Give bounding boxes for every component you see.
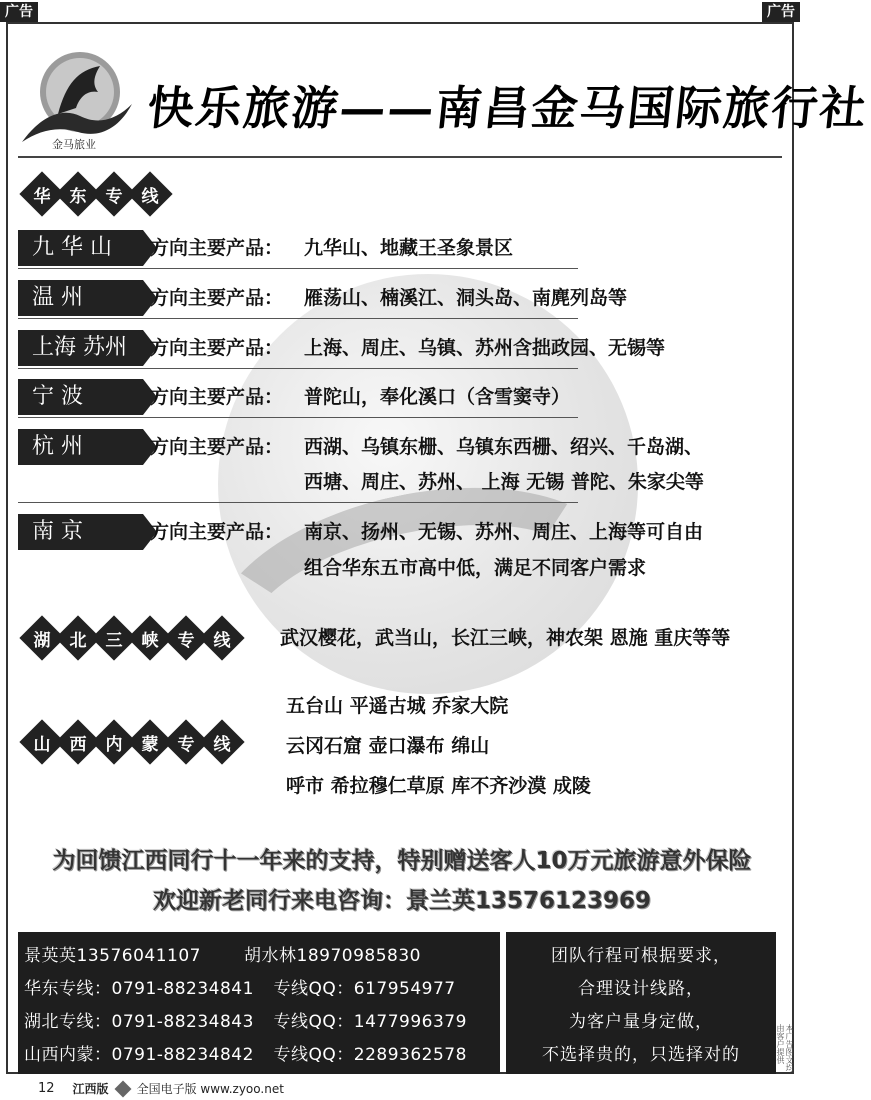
dest-products: 普陀山，奉化溪口（含雪窦寺）	[304, 386, 571, 408]
section-title-huadong	[20, 172, 164, 216]
title-diamond: 湖	[20, 616, 64, 660]
ad-tag-right: 广告	[762, 2, 800, 22]
ad-tag-left: 广告	[0, 2, 38, 22]
diamond-icon	[114, 1080, 131, 1097]
line-label: 湖北专线：	[24, 1012, 112, 1032]
shanxi-products-line: 五台山 平遥古城 乔家大院	[286, 695, 509, 717]
row-divider	[18, 502, 578, 503]
page-footer	[38, 1080, 284, 1097]
shanxi-products-line: 呼市 希拉穆仁草原 库不齐沙漠 成陵	[286, 775, 591, 797]
title-diamond: 专	[92, 172, 136, 216]
title-diamond: 内	[92, 720, 136, 764]
title-diamond: 专	[164, 616, 208, 660]
headline: 快乐旅游——南昌金马国际旅行社	[144, 81, 871, 135]
dest-products: 雁荡山、楠溪江、洞头岛、南麂列岛等	[304, 287, 628, 309]
row-divider	[18, 417, 578, 418]
logo-caption: 金马旅业	[52, 138, 96, 151]
title-diamond: 华	[20, 172, 64, 216]
line-phone: 0791-88234841	[111, 979, 254, 999]
line-label: 山西内蒙：	[24, 1045, 112, 1065]
dest-products: 九华山、地藏王圣象景区	[304, 237, 514, 259]
title-diamond: 东	[56, 172, 100, 216]
dest-prefix: 方向主要产品：	[150, 237, 284, 259]
qq-number: 2289362578	[353, 1045, 467, 1065]
line-label: 华东专线：	[24, 979, 112, 999]
title-diamond: 西	[56, 720, 100, 764]
contact-person: 景英英13576041107	[24, 946, 201, 966]
slogan-line: 合理设计线路，	[578, 979, 704, 999]
qq-label: 专线QQ：	[273, 1012, 354, 1032]
dest-products: 组合华东五市高中低，满足不同客户需求	[304, 557, 647, 579]
slogan-line: 为客户量身定做，	[569, 1012, 713, 1032]
title-diamond: 北	[56, 616, 100, 660]
dest-prefix: 方向主要产品：	[150, 521, 284, 543]
dest-prefix: 方向主要产品：	[150, 386, 284, 408]
title-diamond: 线	[128, 172, 172, 216]
promo-contact: 欢迎新老同行来电咨询：景兰英13576123969	[152, 888, 652, 914]
title-diamond: 蒙	[128, 720, 172, 764]
line-phone: 0791-88234843	[111, 1012, 254, 1032]
row-divider	[18, 368, 578, 369]
qq-label: 专线QQ：	[273, 979, 354, 999]
dest-products: 南京、扬州、无锡、苏州、周庄、上海等可自由	[304, 521, 704, 543]
page-number: 12	[38, 1081, 55, 1096]
dest-products: 西湖、乌镇东栅、乌镇东西栅、绍兴、千岛湖、	[304, 436, 704, 458]
title-diamond: 山	[20, 720, 64, 764]
dest-label: 杭 州	[18, 429, 143, 465]
section-title-shanxi	[20, 720, 236, 764]
slogan-line: 不选择贵的，只选择对的	[542, 1045, 740, 1065]
edition-label: 江西版	[72, 1082, 109, 1096]
dest-prefix: 方向主要产品：	[150, 337, 284, 359]
qq-label: 专线QQ：	[273, 1045, 354, 1065]
ad-frame	[6, 22, 871, 1074]
title-diamond: 峡	[128, 616, 172, 660]
row-divider	[18, 268, 578, 269]
qq-number: 617954977	[353, 979, 456, 999]
contact-box	[18, 932, 500, 1074]
hubei-products: 武汉樱花，武当山，长江三峡，神农架 恩施 重庆等等	[280, 627, 731, 649]
fine-print: 本广告图文均由客户提供	[776, 1024, 794, 1072]
contact-line	[24, 1006, 500, 1039]
dest-prefix: 方向主要产品：	[150, 436, 284, 458]
dest-label: 温 州	[18, 280, 143, 316]
dest-label: 上海 苏州	[18, 330, 143, 366]
section-title-hubei	[20, 616, 236, 660]
contact-person-line	[24, 940, 500, 973]
slogan-box	[506, 932, 776, 1074]
dest-label: 九 华 山	[18, 230, 143, 266]
dest-products: 上海、周庄、乌镇、苏州含拙政园、无锡等	[304, 337, 666, 359]
line-phone: 0791-88234842	[111, 1045, 254, 1065]
site-link[interactable]: 全国电子版 www.zyoo.net	[136, 1082, 284, 1096]
contact-line	[24, 1039, 500, 1072]
horse-logo	[18, 44, 136, 152]
qq-number: 1477996379	[353, 1012, 467, 1032]
title-diamond: 线	[200, 616, 244, 660]
title-diamond: 专	[164, 720, 208, 764]
shanxi-products-line: 云冈石窟 壶口瀑布 绵山	[286, 735, 490, 757]
header-divider	[18, 156, 782, 158]
contact-person: 胡水林18970985830	[244, 946, 421, 966]
dest-prefix: 方向主要产品：	[150, 287, 284, 309]
slogan-line: 团队行程可根据要求，	[551, 946, 731, 966]
dest-label: 南 京	[18, 514, 143, 550]
row-divider	[18, 318, 578, 319]
contact-line	[24, 973, 500, 1006]
title-diamond: 三	[92, 616, 136, 660]
promo-insurance: 为回馈江西同行十一年来的支持，特别赠送客人10万元旅游意外保险	[52, 848, 752, 874]
title-diamond: 线	[200, 720, 244, 764]
dest-products: 西塘、周庄、苏州、 上海 无锡 普陀、朱家尖等	[304, 471, 704, 493]
dest-label: 宁 波	[18, 379, 143, 415]
